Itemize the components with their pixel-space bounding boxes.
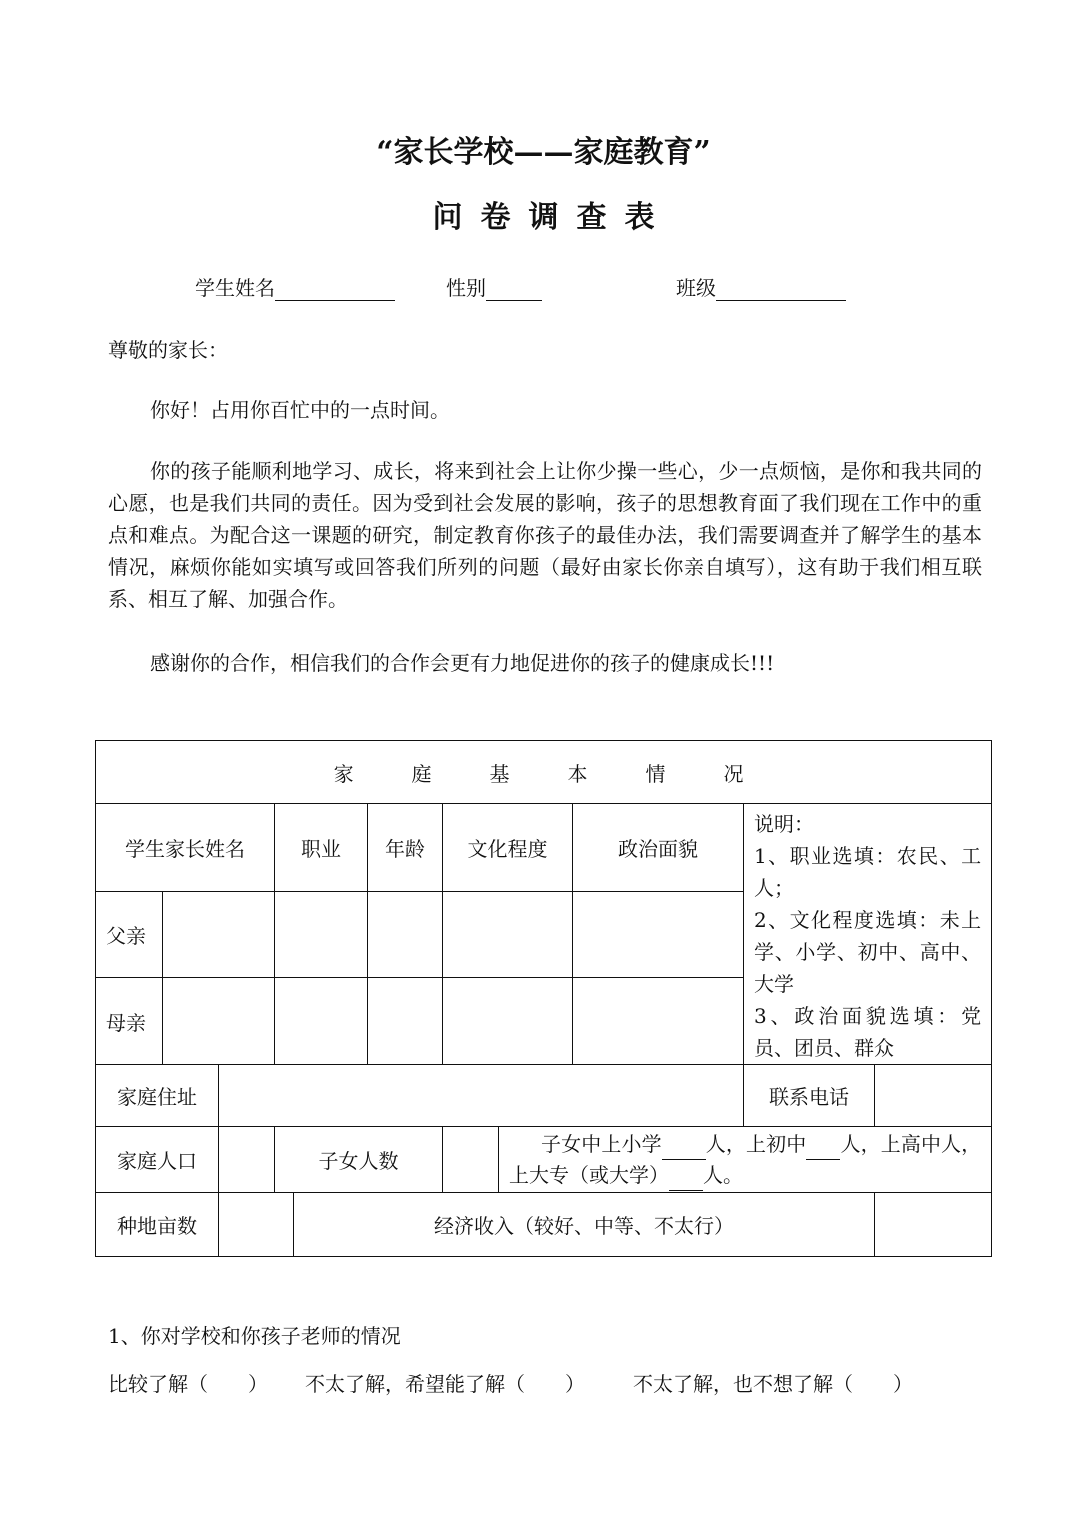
- note-job: 1、职业选填：农民、工人；: [754, 844, 982, 900]
- children-count-cell[interactable]: [443, 1127, 499, 1193]
- household-label: 家庭人口: [96, 1127, 219, 1193]
- col-parent-name: 学生家长姓名: [96, 804, 275, 892]
- paragraph-2: 你的孩子能顺利地学习、成长，将来到社会上让你少操一些心，少一点烦恼，是你和我共同的心愿，也是我们共同的责任。因为受到社会发展的影响，孩子的思想教育面了我们现在工作中的重点和难点。为配合这一课题的研究，制定教育你孩子的最佳办法，我们需要调查并了解学生的基本情况，麻烦你能如实填写或回答我们所列的问题（最好由家长你亲自填写），这有助于我们相互联系、相互了解、加强合作。: [108, 459, 982, 611]
- note-political: 3、政治面貌选填：党员、团员、群众: [754, 1004, 982, 1060]
- class-blank[interactable]: [716, 278, 846, 301]
- note-education: 2、文化程度选填：未上学、小学、初中、高中、大学: [754, 908, 982, 996]
- mother-name-cell[interactable]: [163, 978, 275, 1065]
- col-education: 文化程度: [443, 804, 573, 892]
- family-info-table: [95, 740, 992, 1257]
- gender-blank[interactable]: [486, 278, 542, 301]
- children-label: 子女人数: [275, 1127, 443, 1193]
- student-name-field: [195, 272, 395, 301]
- class-label: 班级: [676, 276, 716, 300]
- row-father-label: 父亲: [96, 891, 163, 978]
- class-field: [676, 272, 846, 301]
- father-job-cell[interactable]: [275, 891, 368, 978]
- college-count-blank[interactable]: [669, 1170, 703, 1191]
- paragraph-3: 感谢你的合作，相信我们的合作会更有力地促进你的孩子的健康成长!!!: [150, 651, 775, 675]
- question-1-option-b[interactable]: 不太了解，希望能了解（ ）: [305, 1372, 585, 1396]
- children-text-a: 子女中上小学: [541, 1131, 662, 1156]
- question-1-option-a[interactable]: 比较了解（ ）: [108, 1372, 268, 1396]
- income-cell[interactable]: [875, 1193, 992, 1257]
- student-name-blank[interactable]: [275, 278, 395, 301]
- income-label: 经济收入（较好、中等、不太行）: [294, 1193, 875, 1257]
- phone-label: 联系电话: [744, 1065, 875, 1127]
- gender-field: [446, 272, 542, 301]
- mother-job-cell[interactable]: [275, 978, 368, 1065]
- land-cell[interactable]: [219, 1193, 294, 1257]
- father-education-cell[interactable]: [443, 891, 573, 978]
- question-1-option-c[interactable]: 不太了解，也不想了解（ ）: [633, 1372, 913, 1396]
- greeting: 尊敬的家长：: [108, 338, 228, 362]
- children-text-b: 人，上初中: [705, 1131, 807, 1156]
- student-name-label: 学生姓名: [195, 276, 275, 300]
- land-label: 种地亩数: [96, 1193, 219, 1257]
- household-cell[interactable]: [219, 1127, 275, 1193]
- col-political: 政治面貌: [573, 804, 744, 892]
- children-text-d: 人。: [703, 1162, 743, 1187]
- primary-count-blank[interactable]: [662, 1139, 706, 1160]
- gender-label: 性别: [446, 276, 486, 300]
- phone-cell[interactable]: [875, 1065, 992, 1127]
- children-school-cell: [499, 1127, 992, 1193]
- col-age: 年龄: [368, 804, 443, 892]
- note-title: 说明：: [754, 812, 814, 836]
- table-note: [744, 804, 992, 1065]
- father-political-cell[interactable]: [573, 891, 744, 978]
- father-name-cell[interactable]: [163, 891, 275, 978]
- address-cell[interactable]: [219, 1065, 744, 1127]
- mother-age-cell[interactable]: [368, 978, 443, 1065]
- address-label: 家庭住址: [96, 1065, 219, 1127]
- document-title: “家长学校——家庭教育”: [376, 135, 711, 170]
- mother-education-cell[interactable]: [443, 978, 573, 1065]
- row-mother-label: 母亲: [96, 978, 163, 1065]
- table-header: 家庭基本情况: [96, 741, 992, 804]
- middle-count-blank[interactable]: [806, 1139, 840, 1160]
- question-1-prompt: 1、你对学校和你孩子老师的情况: [108, 1324, 401, 1348]
- father-age-cell[interactable]: [368, 891, 443, 978]
- document-subtitle: 问卷调查表: [432, 200, 673, 235]
- mother-political-cell[interactable]: [573, 978, 744, 1065]
- paragraph-1: 你好！占用你百忙中的一点时间。: [150, 398, 450, 422]
- col-job: 职业: [275, 804, 368, 892]
- children-text-c: 人，上高中人，上大专（或大学）: [509, 1131, 982, 1187]
